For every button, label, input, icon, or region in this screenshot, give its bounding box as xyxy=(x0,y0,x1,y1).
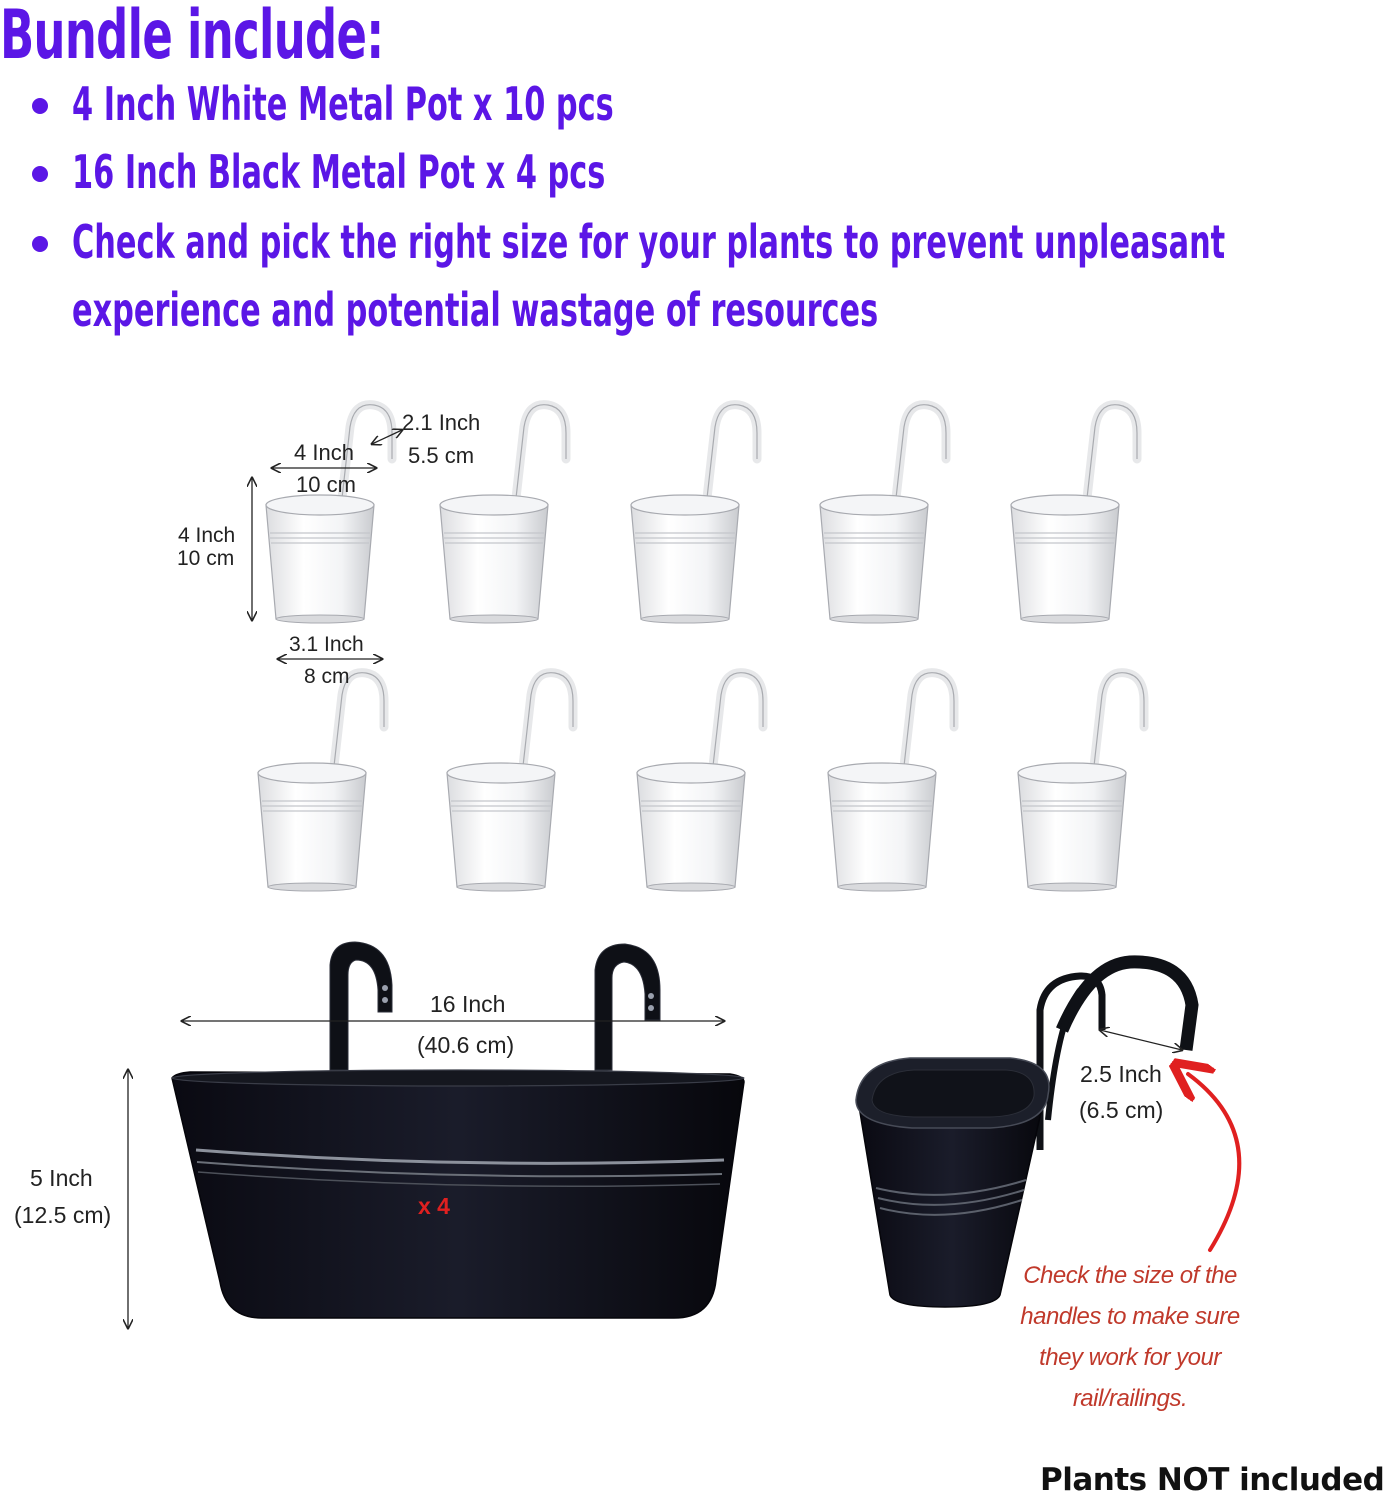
red-curved-arrow-icon xyxy=(1188,1074,1239,1250)
base-dim-inch: 3.1 Inch xyxy=(289,633,364,656)
height-dim-cm: 10 cm xyxy=(177,547,235,570)
height-dim-inch: 4 Inch xyxy=(178,524,236,547)
white-pot xyxy=(266,405,392,623)
white-pot xyxy=(631,405,757,623)
handle-note: Check the size of the handles to make sure they work for your rail/railings. xyxy=(1020,1262,1240,1412)
quantity-badge: x 4 xyxy=(418,1193,450,1219)
top-dim-inch: 4 Inch xyxy=(294,440,354,465)
hook-dim-cm: 5.5 cm xyxy=(408,443,475,468)
handle-dim-cm: (6.5 cm) xyxy=(1079,1097,1164,1123)
bullet-text: Check and pick the right size for your plants to prevent unpleasant xyxy=(72,215,1226,269)
bullet-text: 16 Inch Black Metal Pot x 4 pcs xyxy=(72,145,606,199)
white-pot xyxy=(447,673,573,891)
white-pot xyxy=(1018,673,1144,891)
hook-dim-inch: 2.1 Inch xyxy=(402,410,481,435)
width-dim-cm: (40.6 cm) xyxy=(417,1032,515,1058)
plants-not-included: Plants NOT included xyxy=(1040,1462,1385,1498)
handle-dim-inch: 2.5 Inch xyxy=(1080,1061,1162,1087)
width-dim-inch: 16 Inch xyxy=(430,991,506,1017)
bullet-text: 4 Inch White Metal Pot x 10 pcs xyxy=(72,77,614,131)
white-pot xyxy=(820,405,946,623)
white-pot xyxy=(637,673,763,891)
white-pot xyxy=(258,673,384,891)
top-dim-cm: 10 cm xyxy=(296,472,356,497)
white-pot xyxy=(440,405,566,623)
bullet-text: experience and potential wastage of resources xyxy=(72,283,879,337)
height-dim-inch-black: 5 Inch xyxy=(30,1165,93,1191)
base-dim-cm: 8 cm xyxy=(304,665,350,688)
white-pot xyxy=(828,673,954,891)
page-title: Bundle include: xyxy=(0,0,384,75)
white-pot xyxy=(1011,405,1137,623)
height-dim-cm-black: (12.5 cm) xyxy=(14,1202,112,1228)
